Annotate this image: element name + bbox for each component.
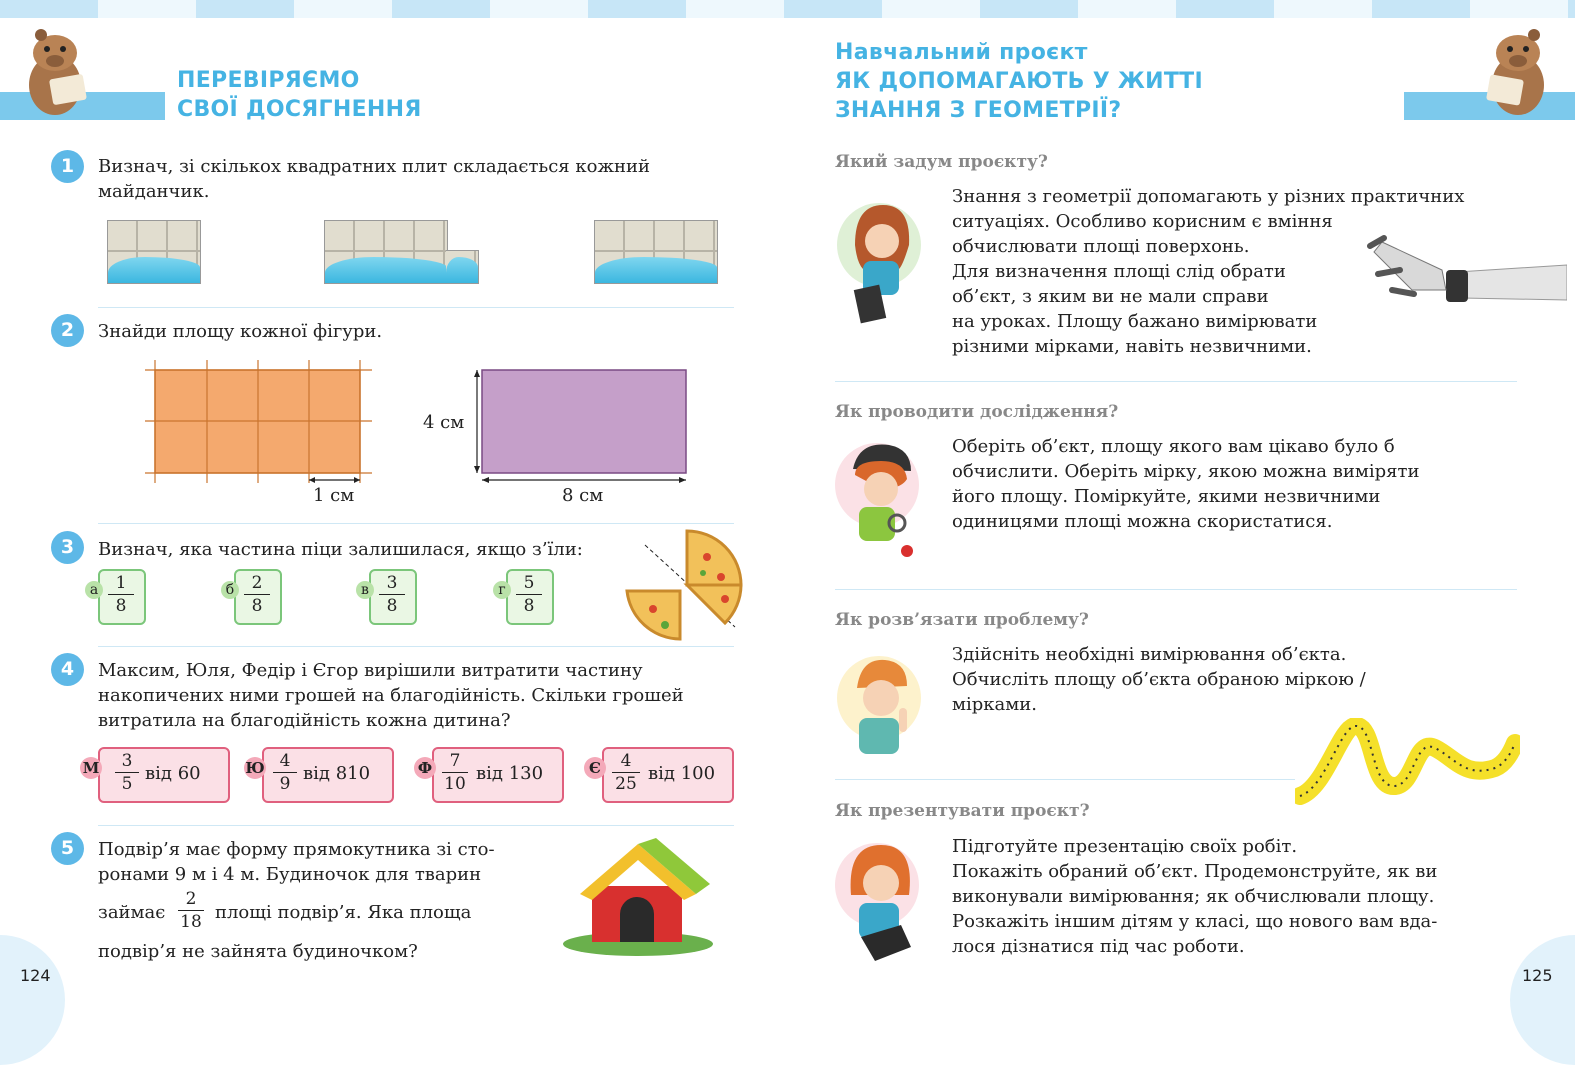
task-1-badge: 1 xyxy=(51,150,84,183)
option-yu-text: від 810 xyxy=(303,763,371,784)
separator xyxy=(98,307,734,308)
section-3-paragraph xyxy=(952,642,1366,717)
section-4-line: Підготуйте презентацію своїх робіт. xyxy=(952,836,1298,857)
option-b-fraction: 2 8 xyxy=(244,573,270,616)
label-8cm: 8 см xyxy=(562,485,604,506)
option-m-text: від 60 xyxy=(145,763,201,784)
section-1-line: об’єкт, з яким ви не мали справи xyxy=(952,286,1269,307)
section-1-line: Для визначення площі слід обрати xyxy=(952,261,1286,282)
section-3-line: мірками. xyxy=(952,694,1037,715)
task-1-line-1: Визнач, зі скількох квадратних плит складається кожний xyxy=(98,156,651,177)
corner-circle-right xyxy=(1510,935,1575,1065)
section-4-line: лося дізнатися під час роботи. xyxy=(952,936,1245,957)
task-4-text xyxy=(98,658,738,733)
section-4-line: виконували вимірювання; як обчислювали площу. xyxy=(952,886,1435,907)
section-2-question: Як проводити дослідження? xyxy=(835,402,1119,422)
thinking-boy-illustration xyxy=(835,648,925,763)
tile-area-2 xyxy=(324,220,448,284)
separator xyxy=(98,523,734,524)
separator xyxy=(835,589,1517,590)
option-d-fraction: 5 8 xyxy=(516,573,542,616)
section-4-question: Як презентувати проєкт? xyxy=(835,801,1090,821)
separator xyxy=(835,381,1517,382)
section-1-question: Який задум проєкту? xyxy=(835,152,1048,172)
top-decorative-strip xyxy=(0,0,1575,18)
task-1-line-2: майданчик. xyxy=(98,181,210,202)
option-a-fraction: 1 8 xyxy=(108,573,134,616)
option-b-label: б xyxy=(221,581,239,599)
capybara-mascot-right xyxy=(1478,25,1558,120)
option-c-label: в xyxy=(356,581,374,599)
option-c-fraction: 3 8 xyxy=(379,573,405,616)
corner-circle-left xyxy=(0,935,65,1065)
left-header-line-2: СВОЇ ДОСЯГНЕННЯ xyxy=(177,97,422,122)
task-5-line-2: ронами 9 м і 4 м. Будиночок для тварин xyxy=(98,864,482,885)
label-4cm: 4 см xyxy=(423,412,465,433)
right-header-line-3: ЗНАННЯ З ГЕОМЕТРІЇ? xyxy=(835,98,1122,123)
separator xyxy=(98,646,734,647)
option-f-label: Ф xyxy=(414,757,436,779)
girl-illustration xyxy=(835,195,925,325)
section-3-question: Як розв’язати проблему? xyxy=(835,610,1089,630)
section-3-line: Обчисліть площу об’єкта обраною міркою / xyxy=(952,669,1366,690)
robot-hand-image xyxy=(1362,230,1567,320)
tile-area-2-extra xyxy=(446,250,479,284)
section-2-line: його площу. Поміркуйте, якими незвичними xyxy=(952,486,1381,507)
section-1-line: Знання з геометрії допомагають у різних практичних xyxy=(952,186,1465,207)
option-f-text: від 130 xyxy=(476,763,544,784)
page-number-left: 124 xyxy=(20,966,51,985)
option-m-label: М xyxy=(80,757,102,779)
task-5-line-1: Подвір’я має форму прямокутника зі сто- xyxy=(98,839,495,860)
task-3-badge: 3 xyxy=(51,531,84,564)
option-ye-text: від 100 xyxy=(648,763,716,784)
task-5-line-3b: площі подвір’я. Яка площа xyxy=(215,902,472,923)
option-a-label: а xyxy=(85,581,103,599)
task-2-figures xyxy=(140,360,700,510)
task-5-fraction: 2 18 xyxy=(178,889,204,932)
label-1cm: 1 см xyxy=(313,485,355,506)
separator xyxy=(835,779,1295,780)
section-2-line: Оберіть об’єкт, площу якого вам цікаво було б xyxy=(952,436,1395,457)
tile-area-1 xyxy=(107,220,201,284)
right-header-line-2: ЯК ДОПОМАГАЮТЬ У ЖИТТІ xyxy=(835,69,1203,94)
task-2-text: Знайди площу кожної фігури. xyxy=(98,321,383,342)
section-3-line: Здійсніть необхідні вимірювання об’єкта. xyxy=(952,644,1347,665)
task-4-badge: 4 xyxy=(51,653,84,686)
tile-area-3 xyxy=(594,220,718,284)
doghouse-image xyxy=(560,838,715,958)
task-2-badge: 2 xyxy=(51,314,84,347)
pizza-image xyxy=(625,527,743,642)
task-4-line-1: Максим, Юля, Федір і Єгор вирішили витратити частину xyxy=(98,660,643,681)
section-1-line: на уроках. Площу бажано вимірювати xyxy=(952,311,1318,332)
section-1-line: ситуаціях. Особливо корисним є вміння xyxy=(952,211,1333,232)
option-ye-label: Є xyxy=(584,757,606,779)
left-header-line-1: ПЕРЕВІРЯЄМО xyxy=(177,68,360,93)
option-yu-label: Ю xyxy=(245,759,265,777)
measuring-tape-image xyxy=(1295,718,1520,806)
right-header xyxy=(835,38,1203,125)
option-d-label: г xyxy=(493,581,511,599)
task-3-text: Визнач, яка частина піци залишилася, якщо з’їли: xyxy=(98,539,583,560)
separator xyxy=(98,825,734,826)
task-4-line-3: витратила на благодійність кожна дитина? xyxy=(98,710,511,731)
right-header-line-1: Навчальний проєкт xyxy=(835,40,1088,65)
capybara-mascot-left xyxy=(15,25,95,120)
section-1-line: різними мірками, навіть незвичними. xyxy=(952,336,1312,357)
page-number-right: 125 xyxy=(1522,966,1553,985)
option-yu-fraction: 4 9 xyxy=(273,751,297,794)
task-5-line-4: подвір’я не зайнята будиночком? xyxy=(98,941,418,962)
section-4-line: Покажіть обраний об’єкт. Продемонструйте, як ви xyxy=(952,861,1438,882)
left-header xyxy=(177,66,422,124)
section-4-line: Розкажіть іншим дітям у класі, що нового вам вда- xyxy=(952,911,1438,932)
option-f-fraction: 7 10 xyxy=(442,751,468,794)
task-5-badge: 5 xyxy=(51,832,84,865)
task-1-text xyxy=(98,154,738,204)
section-4-paragraph xyxy=(952,834,1437,959)
task-5-line-3a: займає xyxy=(98,902,166,923)
option-ye-fraction: 4 25 xyxy=(612,751,640,794)
option-m-fraction: 3 5 xyxy=(115,751,139,794)
boy-with-magnifier-illustration xyxy=(835,435,925,565)
section-2-line: обчислити. Оберіть мірку, якою можна виміряти xyxy=(952,461,1420,482)
girl-with-laptop-illustration xyxy=(835,835,925,965)
section-2-line: одиницями площі можна скористатися. xyxy=(952,511,1333,532)
section-2-paragraph xyxy=(952,434,1419,534)
task-4-line-2: накопичених ними грошей на благодійність. Скільки грошей xyxy=(98,685,684,706)
section-1-line: обчислювати площі поверхонь. xyxy=(952,236,1250,257)
